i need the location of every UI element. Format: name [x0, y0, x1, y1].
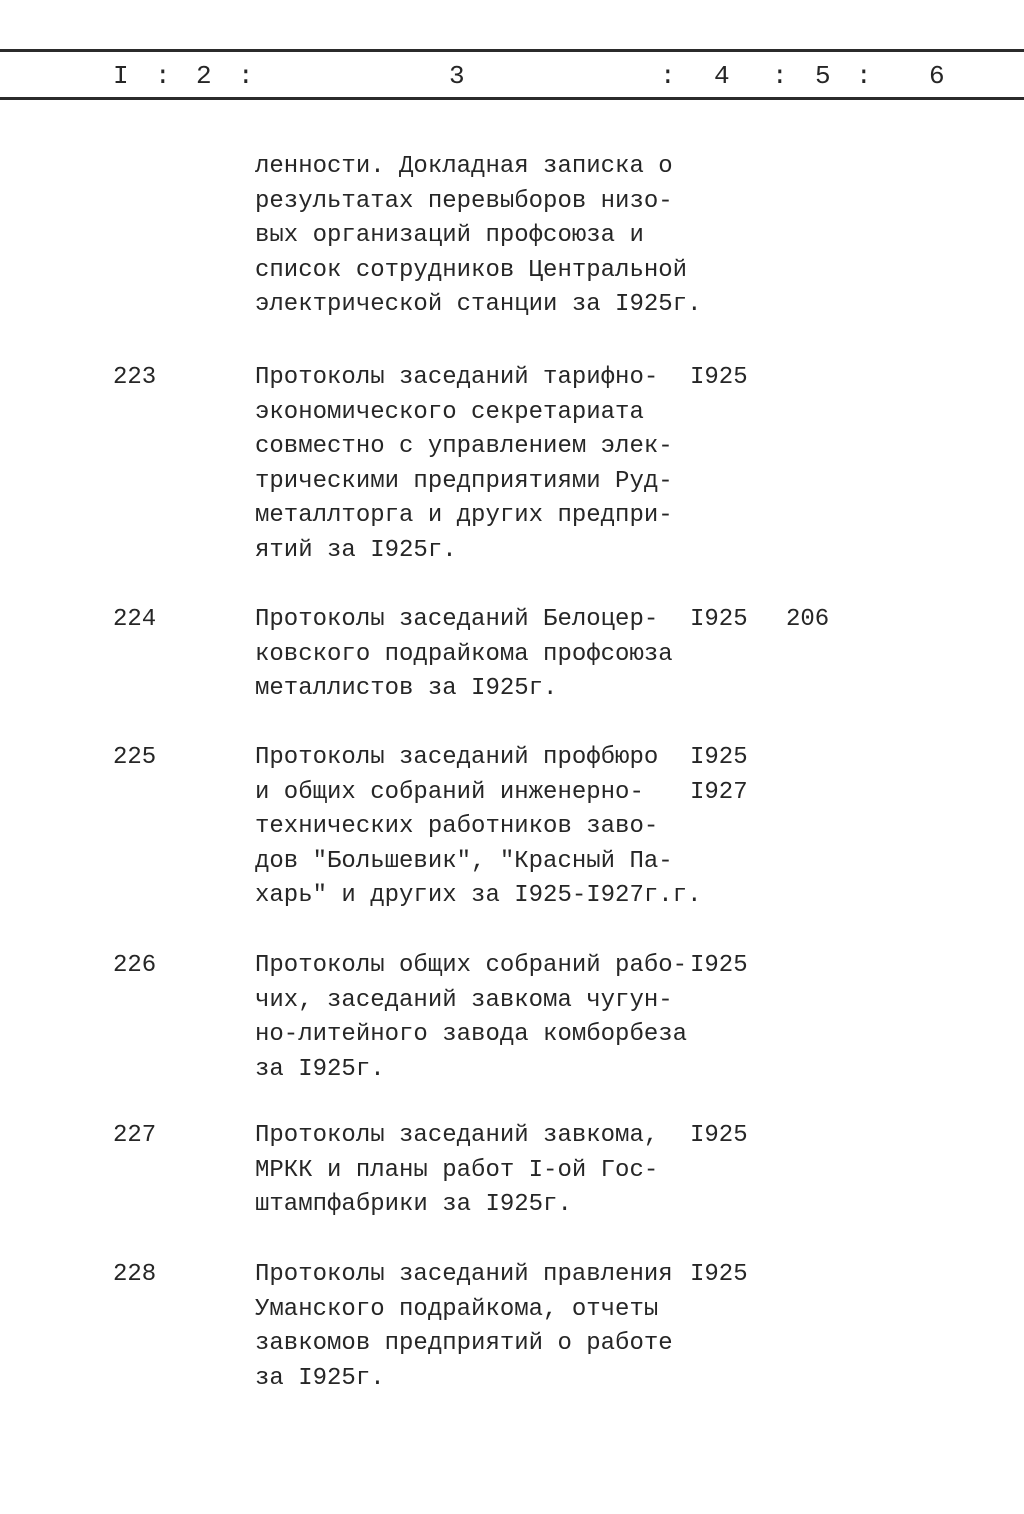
text-line: чих, заседаний завкома чугун- — [255, 986, 673, 1014]
text-line: за I925г. — [255, 1364, 385, 1392]
text-line: Протоколы заседаний профбюро — [255, 744, 659, 771]
text-line: Протоколы заседаний правления — [255, 1261, 673, 1288]
text-line: совместно с управлением элек- — [255, 433, 673, 461]
text-line: дов "Большевик", "Красный Па- — [255, 847, 673, 875]
header-bottom-rule — [0, 97, 1024, 100]
entry-number: 226 — [113, 952, 157, 979]
text-line: технических работников заво- — [255, 813, 659, 841]
entry-year: I925 — [690, 952, 748, 979]
header-col-3: 3 — [449, 61, 465, 91]
header-top-rule — [0, 49, 1024, 52]
header-separator: : — [155, 61, 171, 91]
text-line: Уманского подрайкома, отчеты — [255, 1295, 659, 1323]
entry-sheet-count: 206 — [786, 606, 830, 633]
text-line: ковского подрайкома профсоюза — [255, 640, 673, 668]
header-col-4: 4 — [714, 61, 730, 91]
text-line: Протоколы заседаний завкома, — [255, 1122, 659, 1149]
continuation-text — [255, 150, 715, 323]
entry-number: 224 — [113, 606, 157, 633]
entry-title — [255, 1258, 715, 1396]
entry-year: I925 — [690, 744, 748, 771]
text-line: но-литейного завода комборбеза — [255, 1021, 688, 1049]
text-line: Протоколы заседаний Белоцер- — [255, 606, 659, 633]
entry-title — [255, 603, 715, 707]
text-line: металлторга и других предпри- — [255, 502, 673, 530]
text-line: и общих собраний инженерно- — [255, 778, 644, 806]
entry-dates — [690, 603, 748, 638]
header-col-6: 6 — [929, 61, 945, 91]
header-separator: : — [238, 61, 254, 91]
header-col-5: 5 — [815, 61, 831, 91]
header-col-2: 2 — [196, 61, 212, 91]
entry-number: 225 — [113, 744, 157, 771]
entry-dates — [690, 741, 748, 810]
text-line: электрической станции за I925г. — [255, 291, 702, 319]
entry-number: 223 — [113, 364, 157, 391]
entry-dates — [690, 361, 748, 396]
entry-dates — [690, 949, 748, 984]
text-line: трическими предприятиями Руд- — [255, 467, 673, 495]
header-col-1: I — [113, 61, 129, 91]
text-line: ятий за I925г. — [255, 536, 457, 564]
entry-title — [255, 741, 715, 914]
text-line: список сотрудников Центральной — [255, 256, 688, 284]
text-line: завкомов предприятий о работе — [255, 1330, 673, 1358]
text-line: результатах перевыборов низо- — [255, 187, 673, 215]
entry-year: I925 — [690, 1122, 748, 1149]
entry-title — [255, 361, 715, 569]
entry-year: I925 — [690, 364, 748, 391]
text-line: экономического секретариата — [255, 398, 644, 426]
header-separator: : — [856, 61, 872, 91]
entry-year: I925 — [690, 1261, 748, 1288]
text-line: Протоколы заседаний тарифно- — [255, 364, 659, 391]
text-line: харь" и других за I925-I927г.г. — [255, 882, 702, 910]
entry-dates — [690, 1258, 748, 1293]
text-line: Протоколы общих собраний рабо- — [255, 952, 688, 979]
header-separator: : — [772, 61, 788, 91]
entry-dates — [690, 1119, 748, 1154]
header-separator: : — [660, 61, 676, 91]
entry-year: I927 — [690, 778, 748, 806]
text-line: ленности. Докладная записка о — [255, 153, 673, 180]
text-line: штампфабрики за I925г. — [255, 1191, 572, 1219]
entry-number: 228 — [113, 1261, 157, 1288]
text-line: МРКК и планы работ I-ой Гос- — [255, 1156, 659, 1184]
entry-number: 227 — [113, 1122, 157, 1149]
text-line: вых организаций профсоюза и — [255, 222, 644, 250]
text-line: металлистов за I925г. — [255, 675, 558, 703]
entry-year: I925 — [690, 606, 748, 633]
entry-title — [255, 949, 715, 1087]
text-line: за I925г. — [255, 1055, 385, 1083]
entry-title — [255, 1119, 715, 1223]
